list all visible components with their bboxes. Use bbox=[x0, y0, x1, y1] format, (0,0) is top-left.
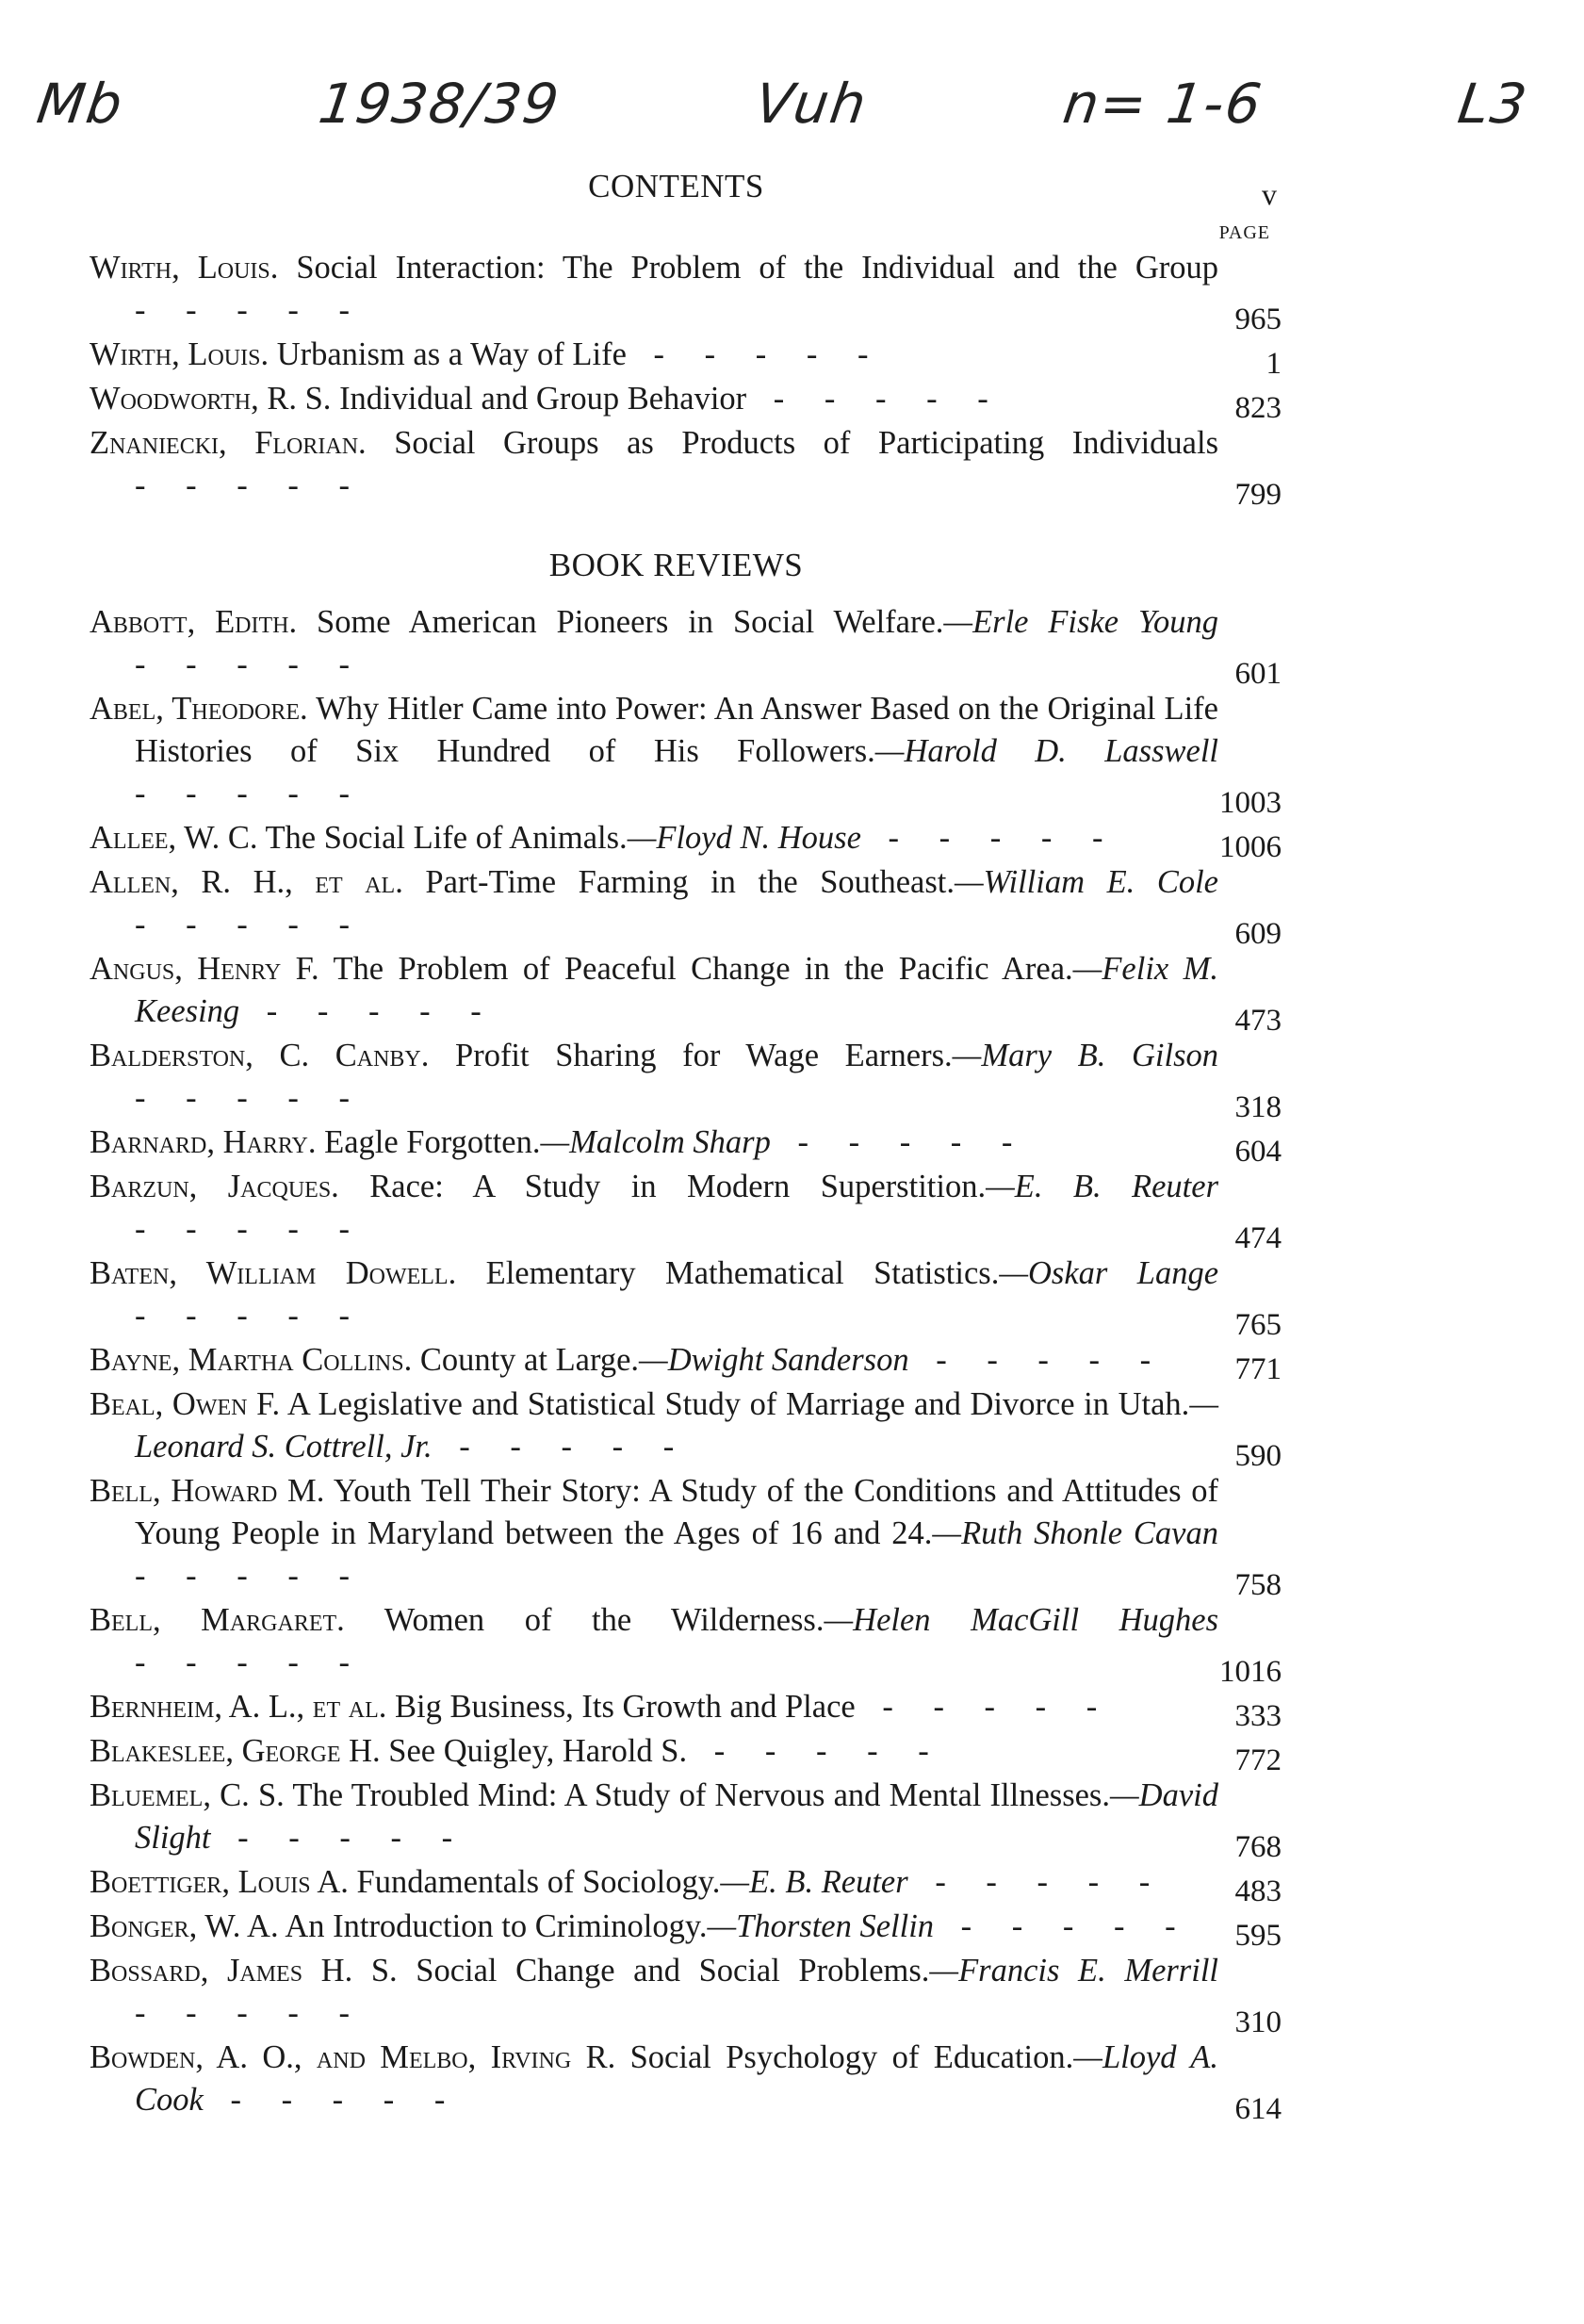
dot-leader: - - - - - bbox=[135, 1645, 363, 1680]
handwritten-annotation bbox=[33, 66, 1532, 141]
entry-reviewer: —Harold D. Lasswell bbox=[874, 733, 1218, 769]
page-number-roman: v bbox=[1262, 177, 1277, 211]
entry-title: Individual and Group Behavior bbox=[339, 381, 747, 417]
entry-author: Beal, Owen F. bbox=[90, 1386, 281, 1422]
entry-page-number: 333 bbox=[1234, 1699, 1282, 1733]
dot-leader: - - - - - bbox=[210, 1820, 466, 1856]
toc-entry bbox=[90, 247, 1282, 336]
entry-reviewer: —Ruth Shonle Cavan bbox=[932, 1515, 1218, 1551]
entry-title: See Quigley, Harold S. bbox=[388, 1733, 688, 1769]
entry-page-number: 473 bbox=[1234, 1004, 1282, 1038]
entry-page-number: 768 bbox=[1234, 1830, 1282, 1864]
entry-author: Woodworth, R. S. bbox=[90, 381, 332, 417]
entry-author: Angus, Henry F. bbox=[90, 951, 319, 987]
dot-leader: - - - - - bbox=[770, 1124, 1026, 1160]
entry-text bbox=[90, 378, 1218, 420]
entry-text bbox=[90, 1730, 1218, 1773]
entry-page-number: 799 bbox=[1234, 478, 1282, 512]
entry-text bbox=[90, 1906, 1218, 1948]
entry-title: Race: A Study in Modern Superstition. bbox=[369, 1169, 987, 1204]
entry-reviewer: —David Slight bbox=[135, 1777, 1218, 1856]
toc-entry bbox=[90, 601, 1282, 691]
entry-title: Social Groups as Products of Participating Individuals bbox=[394, 425, 1218, 461]
entry-title: Urbanism as a Way of Life bbox=[276, 336, 627, 372]
entry-text bbox=[90, 1470, 1218, 1597]
entry-author: Boettiger, Louis A. bbox=[90, 1864, 349, 1900]
entry-author: Blakeslee, George H. bbox=[90, 1733, 381, 1769]
entry-reviewer: —Helen MacGill Hughes bbox=[824, 1602, 1219, 1638]
entry-author: Bell, Margaret. bbox=[90, 1602, 345, 1638]
entry-reviewer: —E. B. Reuter bbox=[986, 1169, 1219, 1204]
page-header bbox=[90, 168, 1282, 224]
entry-reviewer: —Felix M. Keesing bbox=[135, 951, 1218, 1029]
entry-title: Social Interaction: The Problem of the Individual and the Group bbox=[296, 250, 1218, 286]
entry-reviewer: —Malcolm Sharp bbox=[540, 1124, 771, 1160]
toc-entry bbox=[90, 1906, 1282, 1953]
entry-author: Allen, R. H., et al. bbox=[90, 864, 403, 900]
entry-author: Znaniecki, Florian. bbox=[90, 425, 367, 461]
entry-page-number: 1006 bbox=[1219, 830, 1282, 864]
dot-leader: - - - - - bbox=[135, 1558, 363, 1594]
entry-text bbox=[90, 1339, 1218, 1382]
entry-title: Elementary Mathematical Statistics. bbox=[485, 1255, 1000, 1291]
entry-author: Bell, Howard M. bbox=[90, 1473, 325, 1509]
toc-entry bbox=[90, 1470, 1282, 1602]
handnote-5: L3 bbox=[1454, 72, 1532, 136]
entry-page-number: 604 bbox=[1234, 1135, 1282, 1169]
entry-author: Wirth, Louis. bbox=[90, 250, 279, 286]
dot-leader: - - - - - bbox=[135, 776, 363, 811]
toc-entry bbox=[90, 1035, 1282, 1124]
toc-entry bbox=[90, 378, 1282, 425]
entry-title: County at Large. bbox=[419, 1342, 640, 1378]
entry-reviewer: —Dwight Sanderson bbox=[639, 1342, 909, 1378]
dot-leader: - - - - - bbox=[626, 336, 882, 372]
entry-title: Why Hitler Came into Power: An Answer Based on the Original Life Histories of Six Hundred of His Followers. bbox=[135, 691, 1218, 769]
entry-page-number: 1003 bbox=[1219, 786, 1282, 820]
entry-title: Youth Tell Their Story: A Study of the Conditions and Attitudes of Young People in Maryland between the Ages of 16 and 24. bbox=[135, 1473, 1218, 1551]
dot-leader: - - - - - bbox=[432, 1429, 688, 1465]
entry-title: Eagle Forgotten. bbox=[324, 1124, 541, 1160]
entry-page-number: 1016 bbox=[1219, 1655, 1282, 1689]
entry-text bbox=[90, 1686, 1218, 1728]
entry-text bbox=[90, 1599, 1218, 1684]
entry-text bbox=[90, 1383, 1218, 1468]
entry-author: Abel, Theodore. bbox=[90, 691, 308, 727]
toc-entry bbox=[90, 1686, 1282, 1733]
entry-title: Some American Pioneers in Social Welfare. bbox=[317, 604, 944, 640]
articles-list bbox=[90, 247, 1282, 512]
toc-entry bbox=[90, 817, 1282, 864]
page-column-label: PAGE bbox=[1218, 222, 1270, 243]
entry-author: Bowden, A. O., and Melbo, Irving R. bbox=[90, 2039, 616, 2075]
entry-page-number: 474 bbox=[1234, 1221, 1282, 1255]
toc-entry bbox=[90, 1599, 1282, 1689]
toc-entry bbox=[90, 1775, 1282, 1864]
dot-leader: - - - - - bbox=[860, 820, 1117, 856]
entry-reviewer: —Leonard S. Cottrell, Jr. bbox=[135, 1386, 1218, 1465]
entry-text bbox=[90, 1252, 1218, 1337]
entry-title: The Social Life of Animals. bbox=[265, 820, 628, 856]
book-reviews-heading: BOOK REVIEWS bbox=[548, 547, 804, 583]
entry-text bbox=[90, 2037, 1218, 2121]
toc-entry bbox=[90, 1121, 1282, 1169]
entry-author: Bernheim, A. L., et al. bbox=[90, 1689, 387, 1725]
entry-page-number: 823 bbox=[1234, 391, 1282, 425]
toc-entry bbox=[90, 1166, 1282, 1255]
entry-author: Baten, William Dowell. bbox=[90, 1255, 457, 1291]
entry-text bbox=[90, 817, 1218, 859]
toc-entry bbox=[90, 1730, 1282, 1777]
entry-author: Bonger, W. A. bbox=[90, 1908, 279, 1944]
entry-author: Bossard, James H. S. bbox=[90, 1953, 398, 1988]
dot-leader: - - - - - bbox=[135, 1211, 363, 1247]
toc-entry bbox=[90, 1252, 1282, 1342]
entry-title: Social Change and Social Problems. bbox=[416, 1953, 930, 1988]
entry-text bbox=[90, 422, 1218, 507]
toc-entry bbox=[90, 948, 1282, 1038]
toc-entry bbox=[90, 1383, 1282, 1473]
entry-author: Wirth, Louis. bbox=[90, 336, 269, 372]
entry-text bbox=[90, 688, 1218, 815]
dot-leader: - - - - - bbox=[855, 1689, 1111, 1725]
dot-leader: - - - - - bbox=[135, 646, 363, 682]
entry-title: Women of the Wilderness. bbox=[384, 1602, 825, 1638]
entry-text bbox=[90, 1950, 1218, 2035]
entry-reviewer: —Mary B. Gilson bbox=[952, 1038, 1219, 1073]
entry-title: Profit Sharing for Wage Earners. bbox=[455, 1038, 953, 1073]
dot-leader: - - - - - bbox=[135, 292, 363, 328]
handnote-2: 1938/39 bbox=[315, 72, 564, 136]
toc-entry bbox=[90, 2037, 1282, 2126]
entry-page-number: 771 bbox=[1234, 1352, 1282, 1386]
dot-leader: - - - - - bbox=[907, 1864, 1164, 1900]
toc-entry bbox=[90, 1950, 1282, 2039]
entry-reviewer: —E. B. Reuter bbox=[720, 1864, 908, 1900]
dot-leader: - - - - - bbox=[687, 1733, 942, 1769]
entry-reviewer: —Francis E. Merrill bbox=[929, 1953, 1218, 1988]
entry-reviewer: —Lloyd A. Cook bbox=[135, 2039, 1219, 2118]
entry-author: Bayne, Martha Collins. bbox=[90, 1342, 413, 1378]
entry-author: Barzun, Jacques. bbox=[90, 1169, 339, 1204]
entry-reviewer: —Erle Fiske Young bbox=[943, 604, 1218, 640]
entry-page-number: 318 bbox=[1234, 1090, 1282, 1124]
toc-entry bbox=[90, 1339, 1282, 1386]
dot-leader: - - - - - bbox=[135, 467, 363, 503]
toc-entry bbox=[90, 861, 1282, 951]
entry-page-number: 772 bbox=[1234, 1743, 1282, 1777]
handnote-3: Vuh bbox=[751, 72, 873, 136]
entry-text bbox=[90, 334, 1218, 376]
toc-entry bbox=[90, 422, 1282, 512]
dot-leader: - - - - - bbox=[135, 907, 363, 942]
entry-author: Balderston, C. Canby. bbox=[90, 1038, 430, 1073]
entry-title: An Introduction to Criminology. bbox=[285, 1908, 708, 1944]
entry-title: Fundamentals of Sociology. bbox=[356, 1864, 721, 1900]
dot-leader: - - - - - bbox=[135, 1298, 363, 1334]
entry-title: A Legislative and Statistical Study of Marriage and Divorce in Utah. bbox=[286, 1386, 1190, 1422]
entry-author: Allee, W. C. bbox=[90, 820, 258, 856]
entry-page-number: 310 bbox=[1234, 2005, 1282, 2039]
toc-entry bbox=[90, 334, 1282, 381]
entry-reviewer: —Oskar Lange bbox=[999, 1255, 1219, 1291]
entry-text bbox=[90, 1166, 1218, 1251]
entry-text bbox=[90, 1775, 1218, 1859]
entry-page-number: 614 bbox=[1234, 2092, 1282, 2126]
entry-reviewer: —William E. Cole bbox=[955, 864, 1218, 900]
dot-leader: - - - - - bbox=[934, 1908, 1189, 1944]
dot-leader: - - - - - bbox=[203, 2082, 459, 2118]
entry-page-number: 609 bbox=[1234, 917, 1282, 951]
dot-leader: - - - - - bbox=[135, 1080, 363, 1116]
entry-title: Big Business, Its Growth and Place bbox=[394, 1689, 856, 1725]
entry-page-number: 590 bbox=[1234, 1439, 1282, 1473]
entry-page-number: 758 bbox=[1234, 1568, 1282, 1602]
entry-reviewer: —Thorsten Sellin bbox=[707, 1908, 935, 1944]
entry-title: Social Psychology of Education. bbox=[629, 2039, 1074, 2075]
entry-page-number: 965 bbox=[1234, 303, 1282, 336]
page-title: CONTENTS bbox=[588, 168, 764, 205]
entry-text bbox=[90, 247, 1218, 332]
entry-page-number: 1 bbox=[1266, 347, 1282, 381]
entry-page-number: 595 bbox=[1234, 1919, 1282, 1953]
entry-page-number: 765 bbox=[1234, 1308, 1282, 1342]
entry-text bbox=[90, 948, 1218, 1033]
entry-text bbox=[90, 1861, 1218, 1904]
entry-title: The Problem of Peaceful Change in the Pacific Area. bbox=[333, 951, 1073, 987]
handnote-4: n= 1-6 bbox=[1059, 72, 1267, 136]
toc-entry bbox=[90, 1861, 1282, 1908]
entry-text bbox=[90, 1121, 1218, 1164]
entry-title: Part-Time Farming in the Southeast. bbox=[425, 864, 955, 900]
entry-author: Abbott, Edith. bbox=[90, 604, 298, 640]
dot-leader: - - - - - bbox=[239, 993, 495, 1029]
entry-author: Barnard, Harry. bbox=[90, 1124, 317, 1160]
contents-page bbox=[90, 168, 1282, 2126]
entry-author: Bluemel, C. S. bbox=[90, 1777, 285, 1813]
book-reviews-list bbox=[90, 601, 1282, 2126]
toc-entry bbox=[90, 688, 1282, 820]
entry-title: The Troubled Mind: A Study of Nervous and Mental Illnesses. bbox=[292, 1777, 1110, 1813]
dot-leader: - - - - - bbox=[746, 381, 1002, 417]
dot-leader: - - - - - bbox=[908, 1342, 1165, 1378]
entry-text bbox=[90, 601, 1218, 686]
dot-leader: - - - - - bbox=[135, 1995, 363, 2031]
entry-text bbox=[90, 861, 1218, 946]
entry-page-number: 601 bbox=[1234, 657, 1282, 691]
entry-text bbox=[90, 1035, 1218, 1120]
handnote-1: Mb bbox=[33, 72, 128, 136]
entry-reviewer: —Floyd N. House bbox=[627, 820, 861, 856]
entry-page-number: 483 bbox=[1234, 1874, 1282, 1908]
